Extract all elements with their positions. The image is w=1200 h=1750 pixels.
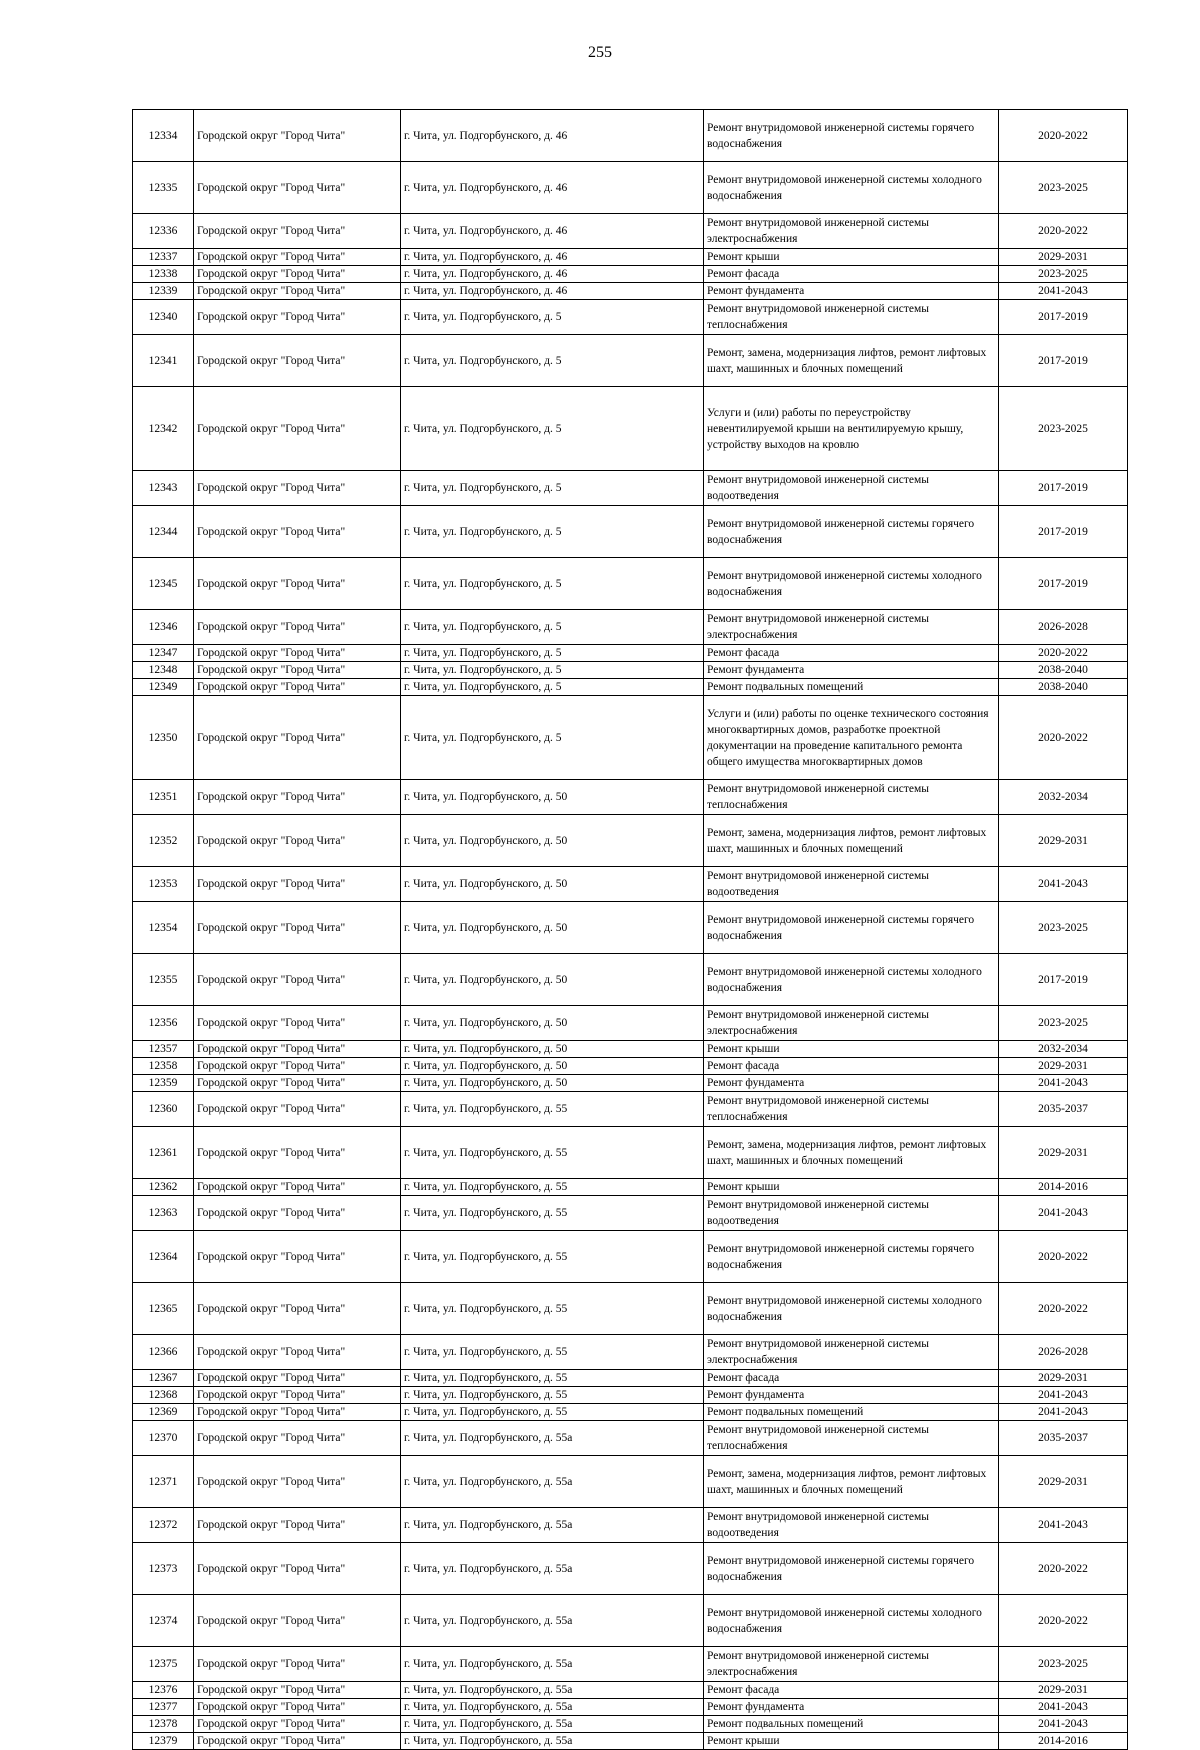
row-number-cell: 12334 [133, 110, 194, 162]
period-cell: 2020-2022 [999, 1283, 1128, 1335]
work-type-cell: Ремонт внутридомовой инженерной системы теплоснабжения [704, 300, 999, 335]
address-cell: г. Чита, ул. Подгорбунского, д. 5 [401, 387, 704, 471]
municipality-cell: Городской округ "Город Чита" [194, 1682, 401, 1699]
table-row [133, 902, 1128, 954]
municipality-cell: Городской округ "Город Чита" [194, 1006, 401, 1041]
address-cell: г. Чита, ул. Подгорбунского, д. 55а [401, 1508, 704, 1543]
table-row [133, 645, 1128, 662]
row-number-cell: 12352 [133, 815, 194, 867]
address-cell: г. Чита, ул. Подгорбунского, д. 5 [401, 610, 704, 645]
address-cell: г. Чита, ул. Подгорбунского, д. 50 [401, 902, 704, 954]
address-cell: г. Чита, ул. Подгорбунского, д. 46 [401, 283, 704, 300]
address-cell: г. Чита, ул. Подгорбунского, д. 46 [401, 162, 704, 214]
address-cell: г. Чита, ул. Подгорбунского, д. 5 [401, 300, 704, 335]
address-cell: г. Чита, ул. Подгорбунского, д. 46 [401, 110, 704, 162]
address-cell: г. Чита, ул. Подгорбунского, д. 55 [401, 1404, 704, 1421]
work-type-cell: Ремонт подвальных помещений [704, 679, 999, 696]
work-type-cell: Ремонт крыши [704, 1179, 999, 1196]
row-number-cell: 12373 [133, 1543, 194, 1595]
work-type-cell: Ремонт внутридомовой инженерной системы теплоснабжения [704, 1421, 999, 1456]
period-cell: 2020-2022 [999, 1543, 1128, 1595]
address-cell: г. Чита, ул. Подгорбунского, д. 50 [401, 1041, 704, 1058]
address-cell: г. Чита, ул. Подгорбунского, д. 55а [401, 1456, 704, 1508]
table-row [133, 954, 1128, 1006]
period-cell: 2017-2019 [999, 471, 1128, 506]
address-cell: г. Чита, ул. Подгорбунского, д. 50 [401, 954, 704, 1006]
address-cell: г. Чита, ул. Подгорбунского, д. 5 [401, 335, 704, 387]
row-number-cell: 12345 [133, 558, 194, 610]
municipality-cell: Городской округ "Город Чита" [194, 558, 401, 610]
table-row [133, 1231, 1128, 1283]
address-cell: г. Чита, ул. Подгорбунского, д. 50 [401, 1058, 704, 1075]
period-cell: 2020-2022 [999, 214, 1128, 249]
table-row [133, 1716, 1128, 1733]
period-cell: 2023-2025 [999, 387, 1128, 471]
work-type-cell: Ремонт внутридомовой инженерной системы электроснабжения [704, 1335, 999, 1370]
row-number-cell: 12374 [133, 1595, 194, 1647]
table-row [133, 1196, 1128, 1231]
work-type-cell: Ремонт фундамента [704, 662, 999, 679]
repair-schedule-table [132, 109, 1128, 1750]
address-cell: г. Чита, ул. Подгорбунского, д. 5 [401, 471, 704, 506]
table-row [133, 1508, 1128, 1543]
work-type-cell: Ремонт внутридомовой инженерной системы водоотведения [704, 1196, 999, 1231]
address-cell: г. Чита, ул. Подгорбунского, д. 5 [401, 679, 704, 696]
municipality-cell: Городской округ "Город Чита" [194, 954, 401, 1006]
municipality-cell: Городской округ "Город Чита" [194, 1092, 401, 1127]
period-cell: 2014-2016 [999, 1733, 1128, 1750]
period-cell: 2041-2043 [999, 1196, 1128, 1231]
table-row [133, 662, 1128, 679]
municipality-cell: Городской округ "Город Чита" [194, 1041, 401, 1058]
address-cell: г. Чита, ул. Подгорбунского, д. 55а [401, 1733, 704, 1750]
address-cell: г. Чита, ул. Подгорбунского, д. 55а [401, 1647, 704, 1682]
address-cell: г. Чита, ул. Подгорбунского, д. 55 [401, 1092, 704, 1127]
period-cell: 2038-2040 [999, 662, 1128, 679]
period-cell: 2035-2037 [999, 1092, 1128, 1127]
row-number-cell: 12337 [133, 249, 194, 266]
period-cell: 2029-2031 [999, 1058, 1128, 1075]
row-number-cell: 12362 [133, 1179, 194, 1196]
row-number-cell: 12353 [133, 867, 194, 902]
municipality-cell: Городской округ "Город Чита" [194, 266, 401, 283]
row-number-cell: 12379 [133, 1733, 194, 1750]
table-body [133, 110, 1128, 1750]
period-cell: 2041-2043 [999, 1387, 1128, 1404]
row-number-cell: 12360 [133, 1092, 194, 1127]
work-type-cell: Услуги и (или) работы по переустройству невентилируемой крыши на вентилируемую крышу, устройству выходов на кровлю [704, 387, 999, 471]
municipality-cell: Городской округ "Город Чита" [194, 1456, 401, 1508]
address-cell: г. Чита, ул. Подгорбунского, д. 46 [401, 266, 704, 283]
period-cell: 2017-2019 [999, 558, 1128, 610]
municipality-cell: Городской округ "Город Чита" [194, 1179, 401, 1196]
address-cell: г. Чита, ул. Подгорбунского, д. 55а [401, 1699, 704, 1716]
address-cell: г. Чита, ул. Подгорбунского, д. 55а [401, 1421, 704, 1456]
period-cell: 2038-2040 [999, 679, 1128, 696]
address-cell: г. Чита, ул. Подгорбунского, д. 50 [401, 815, 704, 867]
work-type-cell: Ремонт, замена, модернизация лифтов, ремонт лифтовых шахт, машинных и блочных помещений [704, 335, 999, 387]
work-type-cell: Ремонт внутридомовой инженерной системы холодного водоснабжения [704, 162, 999, 214]
table-row [133, 249, 1128, 266]
work-type-cell: Ремонт внутридомовой инженерной системы горячего водоснабжения [704, 110, 999, 162]
municipality-cell: Городской округ "Город Чита" [194, 1283, 401, 1335]
period-cell: 2041-2043 [999, 867, 1128, 902]
municipality-cell: Городской округ "Город Чита" [194, 162, 401, 214]
row-number-cell: 12341 [133, 335, 194, 387]
period-cell: 2041-2043 [999, 1699, 1128, 1716]
work-type-cell: Ремонт внутридомовой инженерной системы электроснабжения [704, 1006, 999, 1041]
table-row [133, 1127, 1128, 1179]
municipality-cell: Городской округ "Город Чита" [194, 867, 401, 902]
period-cell: 2020-2022 [999, 645, 1128, 662]
address-cell: г. Чита, ул. Подгорбунского, д. 5 [401, 696, 704, 780]
period-cell: 2029-2031 [999, 1127, 1128, 1179]
work-type-cell: Ремонт внутридомовой инженерной системы горячего водоснабжения [704, 1543, 999, 1595]
row-number-cell: 12359 [133, 1075, 194, 1092]
page-number: 255 [588, 44, 612, 61]
row-number-cell: 12347 [133, 645, 194, 662]
municipality-cell: Городской округ "Город Чита" [194, 471, 401, 506]
municipality-cell: Городской округ "Город Чита" [194, 1127, 401, 1179]
row-number-cell: 12344 [133, 506, 194, 558]
period-cell: 2014-2016 [999, 1179, 1128, 1196]
table-row [133, 696, 1128, 780]
municipality-cell: Городской округ "Город Чита" [194, 902, 401, 954]
municipality-cell: Городской округ "Город Чита" [194, 1075, 401, 1092]
period-cell: 2041-2043 [999, 1716, 1128, 1733]
row-number-cell: 12350 [133, 696, 194, 780]
municipality-cell: Городской округ "Город Чита" [194, 815, 401, 867]
municipality-cell: Городской округ "Город Чита" [194, 506, 401, 558]
address-cell: г. Чита, ул. Подгорбунского, д. 55 [401, 1335, 704, 1370]
table-row [133, 1179, 1128, 1196]
municipality-cell: Городской округ "Город Чита" [194, 249, 401, 266]
table-row [133, 110, 1128, 162]
period-cell: 2029-2031 [999, 815, 1128, 867]
row-number-cell: 12342 [133, 387, 194, 471]
municipality-cell: Городской округ "Город Чита" [194, 1699, 401, 1716]
row-number-cell: 12357 [133, 1041, 194, 1058]
period-cell: 2029-2031 [999, 249, 1128, 266]
table-row [133, 214, 1128, 249]
work-type-cell: Ремонт, замена, модернизация лифтов, ремонт лифтовых шахт, машинных и блочных помещений [704, 815, 999, 867]
municipality-cell: Городской округ "Город Чита" [194, 1733, 401, 1750]
municipality-cell: Городской округ "Город Чита" [194, 1335, 401, 1370]
row-number-cell: 12340 [133, 300, 194, 335]
municipality-cell: Городской округ "Город Чита" [194, 679, 401, 696]
address-cell: г. Чита, ул. Подгорбунского, д. 46 [401, 249, 704, 266]
municipality-cell: Городской округ "Город Чита" [194, 696, 401, 780]
address-cell: г. Чита, ул. Подгорбунского, д. 50 [401, 780, 704, 815]
municipality-cell: Городской округ "Город Чита" [194, 780, 401, 815]
table-row [133, 610, 1128, 645]
row-number-cell: 12376 [133, 1682, 194, 1699]
row-number-cell: 12354 [133, 902, 194, 954]
address-cell: г. Чита, ул. Подгорбунского, д. 55а [401, 1543, 704, 1595]
table-row [133, 1456, 1128, 1508]
address-cell: г. Чита, ул. Подгорбунского, д. 55 [401, 1370, 704, 1387]
work-type-cell: Ремонт внутридомовой инженерной системы холодного водоснабжения [704, 558, 999, 610]
table-row [133, 162, 1128, 214]
row-number-cell: 12361 [133, 1127, 194, 1179]
work-type-cell: Ремонт крыши [704, 1041, 999, 1058]
address-cell: г. Чита, ул. Подгорбунского, д. 50 [401, 1075, 704, 1092]
table-row [133, 1335, 1128, 1370]
work-type-cell: Ремонт фундамента [704, 1075, 999, 1092]
municipality-cell: Городской округ "Город Чита" [194, 387, 401, 471]
municipality-cell: Городской округ "Город Чита" [194, 1370, 401, 1387]
period-cell: 2017-2019 [999, 300, 1128, 335]
period-cell: 2041-2043 [999, 1404, 1128, 1421]
municipality-cell: Городской округ "Город Чита" [194, 1231, 401, 1283]
address-cell: г. Чита, ул. Подгорбунского, д. 5 [401, 645, 704, 662]
table-row [133, 1404, 1128, 1421]
row-number-cell: 12370 [133, 1421, 194, 1456]
municipality-cell: Городской округ "Город Чита" [194, 610, 401, 645]
table-row [133, 335, 1128, 387]
table-row [133, 1733, 1128, 1750]
row-number-cell: 12365 [133, 1283, 194, 1335]
address-cell: г. Чита, ул. Подгорбунского, д. 55 [401, 1283, 704, 1335]
row-number-cell: 12368 [133, 1387, 194, 1404]
period-cell: 2023-2025 [999, 902, 1128, 954]
address-cell: г. Чита, ул. Подгорбунского, д. 55а [401, 1682, 704, 1699]
period-cell: 2020-2022 [999, 1231, 1128, 1283]
address-cell: г. Чита, ул. Подгорбунского, д. 5 [401, 558, 704, 610]
table-row [133, 1058, 1128, 1075]
municipality-cell: Городской округ "Город Чита" [194, 1058, 401, 1075]
table-row [133, 506, 1128, 558]
table-row [133, 1370, 1128, 1387]
work-type-cell: Ремонт внутридомовой инженерной системы горячего водоснабжения [704, 506, 999, 558]
period-cell: 2032-2034 [999, 1041, 1128, 1058]
municipality-cell: Городской округ "Город Чита" [194, 662, 401, 679]
period-cell: 2041-2043 [999, 1075, 1128, 1092]
work-type-cell: Ремонт внутридомовой инженерной системы водоотведения [704, 471, 999, 506]
table-row [133, 1092, 1128, 1127]
period-cell: 2017-2019 [999, 335, 1128, 387]
table-row [133, 780, 1128, 815]
row-number-cell: 12343 [133, 471, 194, 506]
table-row [133, 1421, 1128, 1456]
address-cell: г. Чита, ул. Подгорбунского, д. 55а [401, 1716, 704, 1733]
period-cell: 2035-2037 [999, 1421, 1128, 1456]
municipality-cell: Городской округ "Город Чита" [194, 214, 401, 249]
work-type-cell: Ремонт внутридомовой инженерной системы горячего водоснабжения [704, 1231, 999, 1283]
municipality-cell: Городской округ "Город Чита" [194, 1421, 401, 1456]
work-type-cell: Ремонт крыши [704, 249, 999, 266]
period-cell: 2029-2031 [999, 1456, 1128, 1508]
period-cell: 2023-2025 [999, 162, 1128, 214]
period-cell: 2026-2028 [999, 610, 1128, 645]
row-number-cell: 12356 [133, 1006, 194, 1041]
work-type-cell: Ремонт внутридомовой инженерной системы холодного водоснабжения [704, 1283, 999, 1335]
address-cell: г. Чита, ул. Подгорбунского, д. 5 [401, 662, 704, 679]
address-cell: г. Чита, ул. Подгорбунского, д. 55 [401, 1231, 704, 1283]
municipality-cell: Городской округ "Город Чита" [194, 1387, 401, 1404]
period-cell: 2041-2043 [999, 1508, 1128, 1543]
period-cell: 2023-2025 [999, 1647, 1128, 1682]
row-number-cell: 12378 [133, 1716, 194, 1733]
row-number-cell: 12371 [133, 1456, 194, 1508]
period-cell: 2017-2019 [999, 954, 1128, 1006]
period-cell: 2026-2028 [999, 1335, 1128, 1370]
row-number-cell: 12349 [133, 679, 194, 696]
row-number-cell: 12351 [133, 780, 194, 815]
work-type-cell: Ремонт фундамента [704, 1387, 999, 1404]
table-row [133, 471, 1128, 506]
row-number-cell: 12363 [133, 1196, 194, 1231]
work-type-cell: Ремонт, замена, модернизация лифтов, ремонт лифтовых шахт, машинных и блочных помещений [704, 1456, 999, 1508]
work-type-cell: Ремонт внутридомовой инженерной системы теплоснабжения [704, 1092, 999, 1127]
period-cell: 2032-2034 [999, 780, 1128, 815]
table-row [133, 266, 1128, 283]
row-number-cell: 12366 [133, 1335, 194, 1370]
address-cell: г. Чита, ул. Подгорбунского, д. 55а [401, 1595, 704, 1647]
municipality-cell: Городской округ "Город Чита" [194, 645, 401, 662]
table-row [133, 815, 1128, 867]
work-type-cell: Ремонт фундамента [704, 1699, 999, 1716]
work-type-cell: Ремонт фасада [704, 645, 999, 662]
table-row [133, 300, 1128, 335]
work-type-cell: Ремонт подвальных помещений [704, 1716, 999, 1733]
work-type-cell: Ремонт внутридомовой инженерной системы горячего водоснабжения [704, 902, 999, 954]
row-number-cell: 12364 [133, 1231, 194, 1283]
address-cell: г. Чита, ул. Подгорбунского, д. 46 [401, 214, 704, 249]
work-type-cell: Ремонт внутридомовой инженерной системы электроснабжения [704, 610, 999, 645]
row-number-cell: 12367 [133, 1370, 194, 1387]
address-cell: г. Чита, ул. Подгорбунского, д. 5 [401, 506, 704, 558]
municipality-cell: Городской округ "Город Чита" [194, 110, 401, 162]
table-row [133, 387, 1128, 471]
address-cell: г. Чита, ул. Подгорбунского, д. 55 [401, 1127, 704, 1179]
period-cell: 2041-2043 [999, 283, 1128, 300]
work-type-cell: Услуги и (или) работы по оценке технического состояния многоквартирных домов, разработке проектной документации на проведение капитального ремонта общего имущества многоквартирных домов [704, 696, 999, 780]
address-cell: г. Чита, ул. Подгорбунского, д. 55 [401, 1179, 704, 1196]
municipality-cell: Городской округ "Город Чита" [194, 1196, 401, 1231]
table-row [133, 1682, 1128, 1699]
table-row [133, 679, 1128, 696]
work-type-cell: Ремонт внутридомовой инженерной системы холодного водоснабжения [704, 1595, 999, 1647]
row-number-cell: 12348 [133, 662, 194, 679]
work-type-cell: Ремонт фундамента [704, 283, 999, 300]
municipality-cell: Городской округ "Город Чита" [194, 1508, 401, 1543]
period-cell: 2020-2022 [999, 1595, 1128, 1647]
address-cell: г. Чита, ул. Подгорбунского, д. 50 [401, 867, 704, 902]
work-type-cell: Ремонт внутридомовой инженерной системы водоотведения [704, 867, 999, 902]
row-number-cell: 12338 [133, 266, 194, 283]
address-cell: г. Чита, ул. Подгорбунского, д. 55 [401, 1196, 704, 1231]
table-row [133, 1543, 1128, 1595]
address-cell: г. Чита, ул. Подгорбунского, д. 50 [401, 1006, 704, 1041]
table-row [133, 558, 1128, 610]
period-cell: 2023-2025 [999, 1006, 1128, 1041]
work-type-cell: Ремонт внутридомовой инженерной системы электроснабжения [704, 214, 999, 249]
row-number-cell: 12339 [133, 283, 194, 300]
work-type-cell: Ремонт внутридомовой инженерной системы электроснабжения [704, 1647, 999, 1682]
work-type-cell: Ремонт фасада [704, 1058, 999, 1075]
period-cell: 2029-2031 [999, 1370, 1128, 1387]
municipality-cell: Городской округ "Город Чита" [194, 1716, 401, 1733]
table-row [133, 1006, 1128, 1041]
work-type-cell: Ремонт внутридомовой инженерной системы теплоснабжения [704, 780, 999, 815]
municipality-cell: Городской округ "Город Чита" [194, 335, 401, 387]
work-type-cell: Ремонт внутридомовой инженерной системы водоотведения [704, 1508, 999, 1543]
municipality-cell: Городской округ "Город Чита" [194, 1647, 401, 1682]
work-type-cell: Ремонт внутридомовой инженерной системы холодного водоснабжения [704, 954, 999, 1006]
work-type-cell: Ремонт фасада [704, 1370, 999, 1387]
row-number-cell: 12377 [133, 1699, 194, 1716]
period-cell: 2029-2031 [999, 1682, 1128, 1699]
row-number-cell: 12375 [133, 1647, 194, 1682]
work-type-cell: Ремонт фасада [704, 266, 999, 283]
table-row [133, 283, 1128, 300]
work-type-cell: Ремонт крыши [704, 1733, 999, 1750]
table-row [133, 1699, 1128, 1716]
table-row [133, 1387, 1128, 1404]
period-cell: 2020-2022 [999, 110, 1128, 162]
row-number-cell: 12358 [133, 1058, 194, 1075]
municipality-cell: Городской округ "Город Чита" [194, 1595, 401, 1647]
address-cell: г. Чита, ул. Подгорбунского, д. 55 [401, 1387, 704, 1404]
table-row [133, 1283, 1128, 1335]
period-cell: 2023-2025 [999, 266, 1128, 283]
table-row [133, 1595, 1128, 1647]
row-number-cell: 12355 [133, 954, 194, 1006]
municipality-cell: Городской округ "Город Чита" [194, 1543, 401, 1595]
period-cell: 2017-2019 [999, 506, 1128, 558]
period-cell: 2020-2022 [999, 696, 1128, 780]
table-row [133, 1647, 1128, 1682]
table-row [133, 867, 1128, 902]
work-type-cell: Ремонт фасада [704, 1682, 999, 1699]
row-number-cell: 12372 [133, 1508, 194, 1543]
work-type-cell: Ремонт, замена, модернизация лифтов, ремонт лифтовых шахт, машинных и блочных помещений [704, 1127, 999, 1179]
municipality-cell: Городской округ "Город Чита" [194, 1404, 401, 1421]
row-number-cell: 12369 [133, 1404, 194, 1421]
municipality-cell: Городской округ "Город Чита" [194, 300, 401, 335]
row-number-cell: 12336 [133, 214, 194, 249]
row-number-cell: 12335 [133, 162, 194, 214]
row-number-cell: 12346 [133, 610, 194, 645]
table-row [133, 1041, 1128, 1058]
municipality-cell: Городской округ "Город Чита" [194, 283, 401, 300]
table-row [133, 1075, 1128, 1092]
work-type-cell: Ремонт подвальных помещений [704, 1404, 999, 1421]
